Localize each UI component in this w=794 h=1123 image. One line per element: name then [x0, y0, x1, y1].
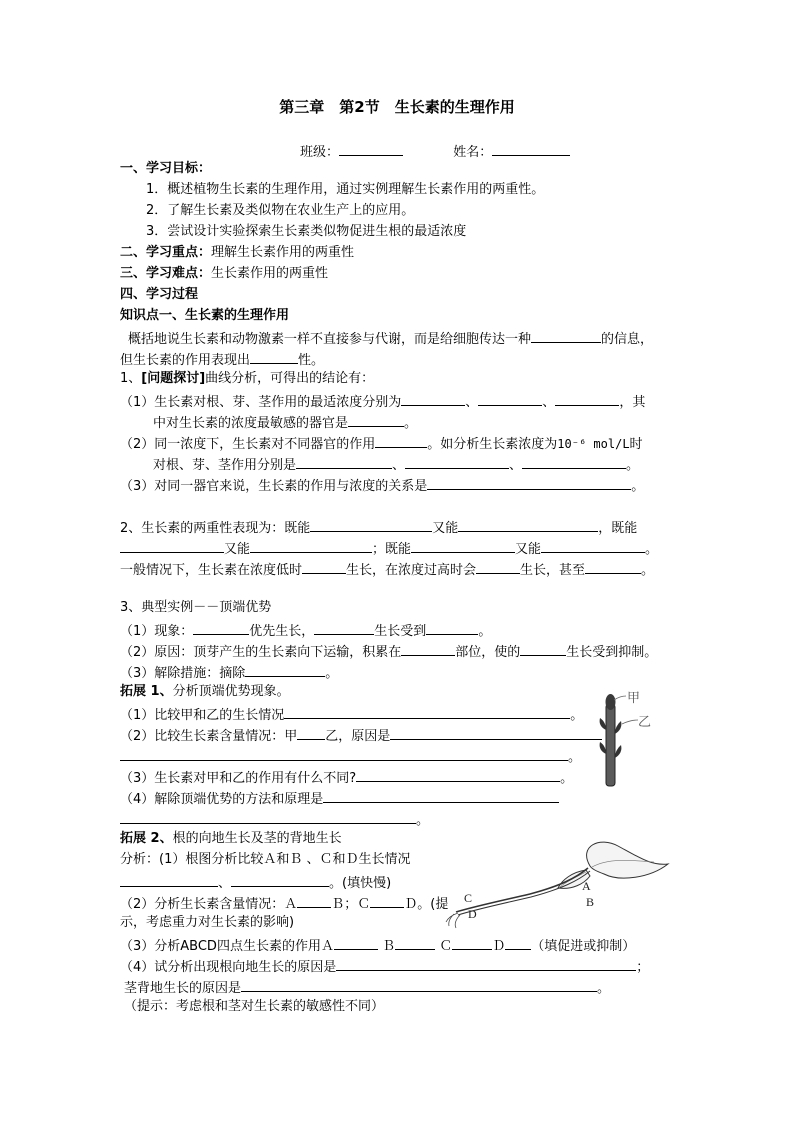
answer-blank[interactable]	[520, 642, 566, 656]
answer-blank[interactable]	[120, 747, 568, 761]
name-blank[interactable]	[492, 142, 570, 156]
period: 。	[641, 563, 655, 578]
terminal-bud	[606, 694, 616, 710]
q1-text: 对根、芽、茎作用分别是	[153, 458, 297, 473]
label-d: D	[468, 907, 477, 921]
label-jia: 甲	[627, 691, 641, 706]
key-point-row	[120, 245, 354, 261]
q1-part2-line2	[153, 455, 639, 474]
stem-figure	[588, 688, 668, 788]
q3-part1-line	[120, 621, 491, 640]
ext2-title: 拓展 2、	[120, 831, 173, 846]
ext1-heading	[120, 684, 290, 700]
q2-text: 生长，甚至	[520, 563, 586, 578]
lateral-bud	[600, 718, 606, 730]
period: 。	[325, 666, 339, 681]
q1-text: （2）同一浓度下，生长素对不同器官的作用	[120, 437, 376, 452]
ext2-part1-line2	[120, 873, 391, 892]
difficulty-text: 生长素作用的两重性	[211, 266, 329, 281]
ext2-text: Ｄ	[492, 939, 506, 954]
q2-line1	[120, 518, 637, 537]
ext1-title: 拓展 1、	[120, 684, 173, 699]
q3-heading: 3、典型实例－－顶端优势	[120, 600, 272, 615]
period: 。	[597, 981, 611, 996]
key-point-heading: 二、学习重点：	[120, 245, 212, 260]
answer-blank[interactable]	[310, 518, 432, 532]
answer-blank[interactable]	[426, 621, 478, 635]
knowledge-point-heading: 知识点一、生长素的生理作用	[120, 308, 290, 323]
ext1-part3-line	[120, 768, 573, 787]
ext2-text: （4）试分析出现根向地生长的原因是	[120, 960, 337, 975]
answer-blank[interactable]	[478, 392, 542, 406]
q3-text: （2）原因：顶芽产生的生长素向下运输，积累在	[120, 645, 402, 660]
label-c: C	[464, 891, 473, 905]
q3-text: （1）现象：	[120, 624, 194, 639]
ext2-heading	[120, 831, 342, 847]
separator: 、	[465, 395, 479, 410]
ext1-text: （2）比较生长素含量情况：甲	[120, 729, 298, 744]
goal-item: 1．概述植物生长素的生理作用，通过实例理解生长素作用的两重性。	[146, 182, 545, 197]
lateral-bud	[615, 745, 621, 758]
name-label: 姓名：	[453, 145, 493, 160]
q2-line3	[120, 560, 654, 579]
difficulty-heading: 三、学习难点：	[120, 266, 212, 281]
answer-blank[interactable]	[336, 957, 636, 971]
answer-blank[interactable]	[375, 434, 427, 448]
q2-line2	[120, 539, 658, 558]
key-point-text: 理解生长素作用的两重性	[211, 245, 355, 260]
answer-blank[interactable]	[585, 560, 641, 574]
answer-blank[interactable]	[427, 476, 631, 490]
student-info-row	[300, 142, 570, 161]
q1-text: （1）生长素对根、芽、茎作用的最适浓度分别为	[120, 395, 402, 410]
ext1-part4-line2	[120, 810, 429, 829]
answer-blank[interactable]	[370, 894, 404, 908]
q3-part3-line	[120, 663, 338, 682]
root-hairs	[446, 913, 460, 928]
answer-blank[interactable]	[334, 936, 378, 950]
period: 。	[631, 479, 645, 494]
ext1-subtitle: 分析顶端优势现象。	[172, 684, 290, 699]
difficulty-row	[120, 266, 328, 282]
answer-blank[interactable]	[411, 539, 515, 553]
stem-shape	[606, 704, 615, 786]
intro-text: 性。	[298, 353, 325, 368]
answer-blank[interactable]	[390, 726, 602, 740]
q3-text: 部位，使的	[455, 645, 521, 660]
answer-blank[interactable]	[250, 539, 372, 553]
q2-text: ，既能	[598, 521, 638, 536]
separator: 、	[509, 458, 523, 473]
q3-text: 生长受到抑制。	[566, 645, 658, 660]
q1-number: 1、	[120, 371, 142, 386]
answer-blank[interactable]	[458, 518, 598, 532]
page-title: 第三章 第2节 生长素的生理作用	[279, 98, 515, 116]
class-label: 班级：	[300, 145, 340, 160]
q2-text: 又能	[432, 521, 459, 536]
q1-text: 中对生长素的浓度最敏感的器官是	[153, 416, 349, 431]
q2-text: 生长，在浓度过高时会	[346, 563, 477, 578]
goal-item: 2．了解生长素及类似物在农业生产上的应用。	[146, 203, 415, 218]
answer-blank[interactable]	[120, 810, 416, 824]
ext2-part5-line	[124, 978, 610, 997]
ext2-text: ；	[636, 960, 650, 975]
answer-blank[interactable]	[296, 455, 392, 469]
answer-blank[interactable]	[401, 642, 455, 656]
label-yi: 乙	[638, 715, 652, 730]
ext2-text: 。(填快慢)	[329, 876, 392, 891]
ext2-text: Ｄ。(提	[404, 897, 449, 912]
ext1-part4-line	[120, 789, 559, 808]
answer-blank[interactable]	[297, 726, 325, 740]
lateral-bud	[600, 742, 606, 754]
ext2-text: Ｂ；Ｃ	[331, 897, 371, 912]
period: 。	[645, 542, 659, 557]
answer-blank[interactable]	[401, 392, 465, 406]
q2-text: 2、生长素的两重性表现为：既能	[120, 521, 311, 536]
ext2-text: （填促进或抑制）	[531, 939, 636, 954]
answer-blank[interactable]	[193, 621, 249, 635]
process-heading: 四、学习过程	[120, 287, 199, 302]
answer-blank[interactable]	[476, 560, 520, 574]
ext1-text: （1）比较甲和乙的生长情况	[120, 708, 285, 723]
pointer-line	[614, 696, 626, 700]
q2-text: 又能	[515, 542, 542, 557]
q1-part2-line	[120, 434, 643, 453]
stem-line	[456, 868, 588, 912]
q1-text: （3）对同一器官来说，生长素的作用与浓度的关系是	[120, 479, 428, 494]
answer-blank[interactable]	[356, 768, 560, 782]
answer-blank[interactable]	[555, 392, 619, 406]
answer-blank[interactable]	[284, 705, 570, 719]
q1-text: 时	[629, 437, 643, 452]
lateral-bud	[615, 721, 621, 734]
ext2-text: Ｃ	[439, 939, 453, 954]
concentration-value: 10⁻⁶ mol/L	[557, 437, 630, 451]
answer-blank[interactable]	[395, 936, 435, 950]
q1-text: 。如分析生长素浓度为	[427, 437, 558, 452]
period: 。	[626, 458, 640, 473]
ext1-part1-line	[120, 705, 583, 724]
q3-text: 生长受到	[374, 624, 427, 639]
separator: 、	[542, 395, 556, 410]
answer-blank[interactable]	[505, 936, 531, 950]
ext1-text: （4）解除顶端优势的方法和原理是	[120, 792, 324, 807]
ext2-text: Ｂ	[382, 939, 396, 954]
ext1-part2-line	[120, 726, 602, 745]
period: 。	[570, 708, 584, 723]
answer-blank[interactable]	[522, 455, 626, 469]
ext2-text: 茎背地生长的原因是	[124, 981, 242, 996]
separator: 、	[392, 458, 406, 473]
q1-part3-line	[120, 476, 644, 495]
intro-text: 的信息，	[601, 332, 654, 347]
answer-blank[interactable]	[323, 789, 559, 803]
separator: 、	[218, 876, 232, 891]
label-b: B	[586, 895, 595, 909]
answer-blank[interactable]	[241, 978, 597, 992]
section-goals-heading: 一、学习目标：	[120, 161, 212, 176]
period: 。	[404, 416, 418, 431]
q3-part2-line	[120, 642, 657, 661]
ext2-text: （3）分析ABCD四点生长素的作用Ａ	[120, 939, 334, 954]
class-blank[interactable]	[339, 142, 403, 156]
q1-text: 曲线分析，可得出的结论有：	[205, 371, 375, 386]
period: 。	[568, 750, 582, 765]
period: 。	[416, 813, 430, 828]
intro-line-2	[120, 350, 324, 369]
ext2-part2-line	[120, 894, 448, 913]
q2-text: 又能	[224, 542, 251, 557]
answer-blank[interactable]	[302, 560, 346, 574]
answer-blank[interactable]	[231, 873, 329, 887]
ext2-part4-line	[120, 957, 649, 976]
answer-blank[interactable]	[250, 350, 298, 364]
answer-blank[interactable]	[541, 539, 645, 553]
answer-blank[interactable]	[348, 413, 404, 427]
intro-line-1	[128, 329, 653, 348]
q1-part1-line2	[153, 413, 417, 432]
q1-heading	[120, 371, 374, 387]
q2-text: ；既能	[372, 542, 412, 557]
ext2-part2-line2: 示，考虑重力对生长素的影响)	[120, 915, 295, 930]
answer-blank[interactable]	[297, 894, 331, 908]
label-a: A	[582, 879, 591, 893]
q3-text: （3）解除措施：摘除	[120, 666, 246, 681]
q1-text: ，其	[619, 395, 646, 410]
intro-text: 概括地说生长素和动物激素一样不直接参与代谢，而是给细胞传达一种	[128, 332, 532, 347]
ext1-part2-line2	[120, 747, 581, 766]
goal-item: 3．尝试设计实验探索生长素类似物促进生根的最适浓度	[146, 224, 467, 239]
pointer-line	[622, 720, 638, 724]
ext1-text: （3）生长素对甲和乙的作用有什么不同?	[120, 771, 357, 786]
answer-blank[interactable]	[531, 329, 601, 343]
ext1-text: 乙，原因是	[325, 729, 391, 744]
period: 。	[560, 771, 574, 786]
q3-text: 优先生长，	[249, 624, 315, 639]
ext2-hint: （提示：考虑根和茎对生长素的敏感性不同）	[124, 999, 385, 1014]
q2-text: 一般情况下，生长素在浓度低时	[120, 563, 303, 578]
period: 。	[478, 624, 492, 639]
q1-part1-line	[120, 392, 645, 411]
answer-blank[interactable]	[405, 455, 509, 469]
ext2-subtitle: 根的向地生长及茎的背地生长	[172, 831, 342, 846]
q1-tag: [问题探讨]	[141, 371, 206, 386]
ext2-part3-line	[120, 936, 635, 955]
answer-blank[interactable]	[245, 663, 325, 677]
seedling-figure	[440, 838, 680, 938]
intro-text: 但生长素的作用表现出	[120, 353, 251, 368]
answer-blank[interactable]	[120, 873, 218, 887]
ext2-text: （2）分析生长素含量情况：Ａ	[120, 897, 298, 912]
answer-blank[interactable]	[120, 539, 224, 553]
ext2-part1-line: 分析：(1）根图分析比较Ａ和Ｂ 、Ｃ和Ｄ生长情况	[120, 852, 411, 867]
answer-blank[interactable]	[314, 621, 374, 635]
answer-blank[interactable]	[452, 936, 492, 950]
